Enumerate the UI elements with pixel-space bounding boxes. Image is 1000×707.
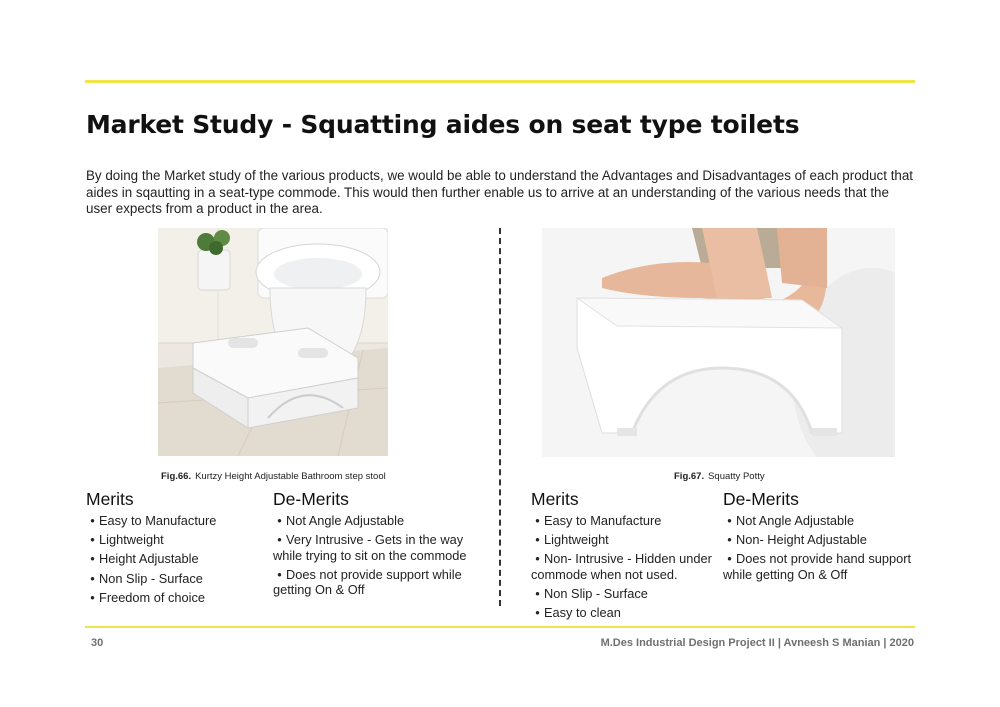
list-item: • Non- Intrusive - Hidden under commode when not used.: [531, 551, 712, 582]
demerits-heading: De-Merits: [273, 489, 349, 509]
merits-heading: Merits: [531, 489, 579, 509]
list-item: • Not Angle Adjustable: [277, 513, 405, 528]
merits-list-product-1: [86, 489, 266, 609]
list-item: • Very Intrusive - Gets in the way while trying to sit on the commode: [273, 532, 467, 563]
list-item: • Does not provide hand support while getting On & Off: [723, 551, 912, 582]
merits-heading: Merits: [86, 489, 134, 509]
caption-text: Kurtzy Height Adjustable Bathroom step stool: [195, 471, 386, 482]
page-number: 30: [91, 637, 104, 649]
list-item: • Easy to clean: [535, 605, 621, 621]
bottom-accent-rule: [85, 626, 915, 628]
demerits-list-product-1: [273, 489, 488, 602]
list-item: • Easy to Manufacture: [90, 513, 217, 528]
figure-caption-67: [674, 471, 765, 482]
product-photo-squatty-potty: [542, 228, 895, 457]
list-item: • Easy to Manufacture: [535, 513, 662, 528]
page-title: Market Study - Squatting aides on seat type toilets: [86, 110, 800, 139]
figure-caption-66: [161, 471, 386, 482]
list-item: • Non- Height Adjustable: [727, 532, 867, 548]
demerits-heading: De-Merits: [723, 489, 799, 509]
list-item: • Height Adjustable: [90, 551, 199, 567]
column-divider: [499, 228, 501, 606]
list-item: • Non Slip - Surface: [90, 570, 203, 586]
top-accent-rule: [85, 80, 915, 83]
merits-list-product-2: [531, 489, 723, 624]
product-photo-step-stool: [158, 228, 388, 456]
list-item: • Lightweight: [90, 532, 164, 548]
list-item: • Lightweight: [535, 532, 609, 548]
list-item: • Freedom of choice: [90, 589, 205, 605]
caption-text: Squatty Potty: [708, 471, 765, 482]
list-item: • Non Slip - Surface: [535, 586, 648, 602]
intro-paragraph: By doing the Market study of the various products, we would be able to understand the Advantages and Disadvantages of each product that aides in sqautting in a seat-type commode. This would then further enable us to arrive at an understanding of the various needs that the user expects from a product in the area.: [86, 168, 914, 216]
list-item: • Not Angle Adjustable: [727, 513, 855, 528]
footer-credit: M.Des Industrial Design Project II | Avneesh S Manian | 2020: [600, 637, 914, 649]
list-item: • Does not provide support while getting On & Off: [273, 566, 462, 598]
figure-label: Fig.66.: [161, 471, 192, 482]
figure-label: Fig.67.: [674, 471, 705, 482]
demerits-list-product-2: [723, 489, 923, 586]
